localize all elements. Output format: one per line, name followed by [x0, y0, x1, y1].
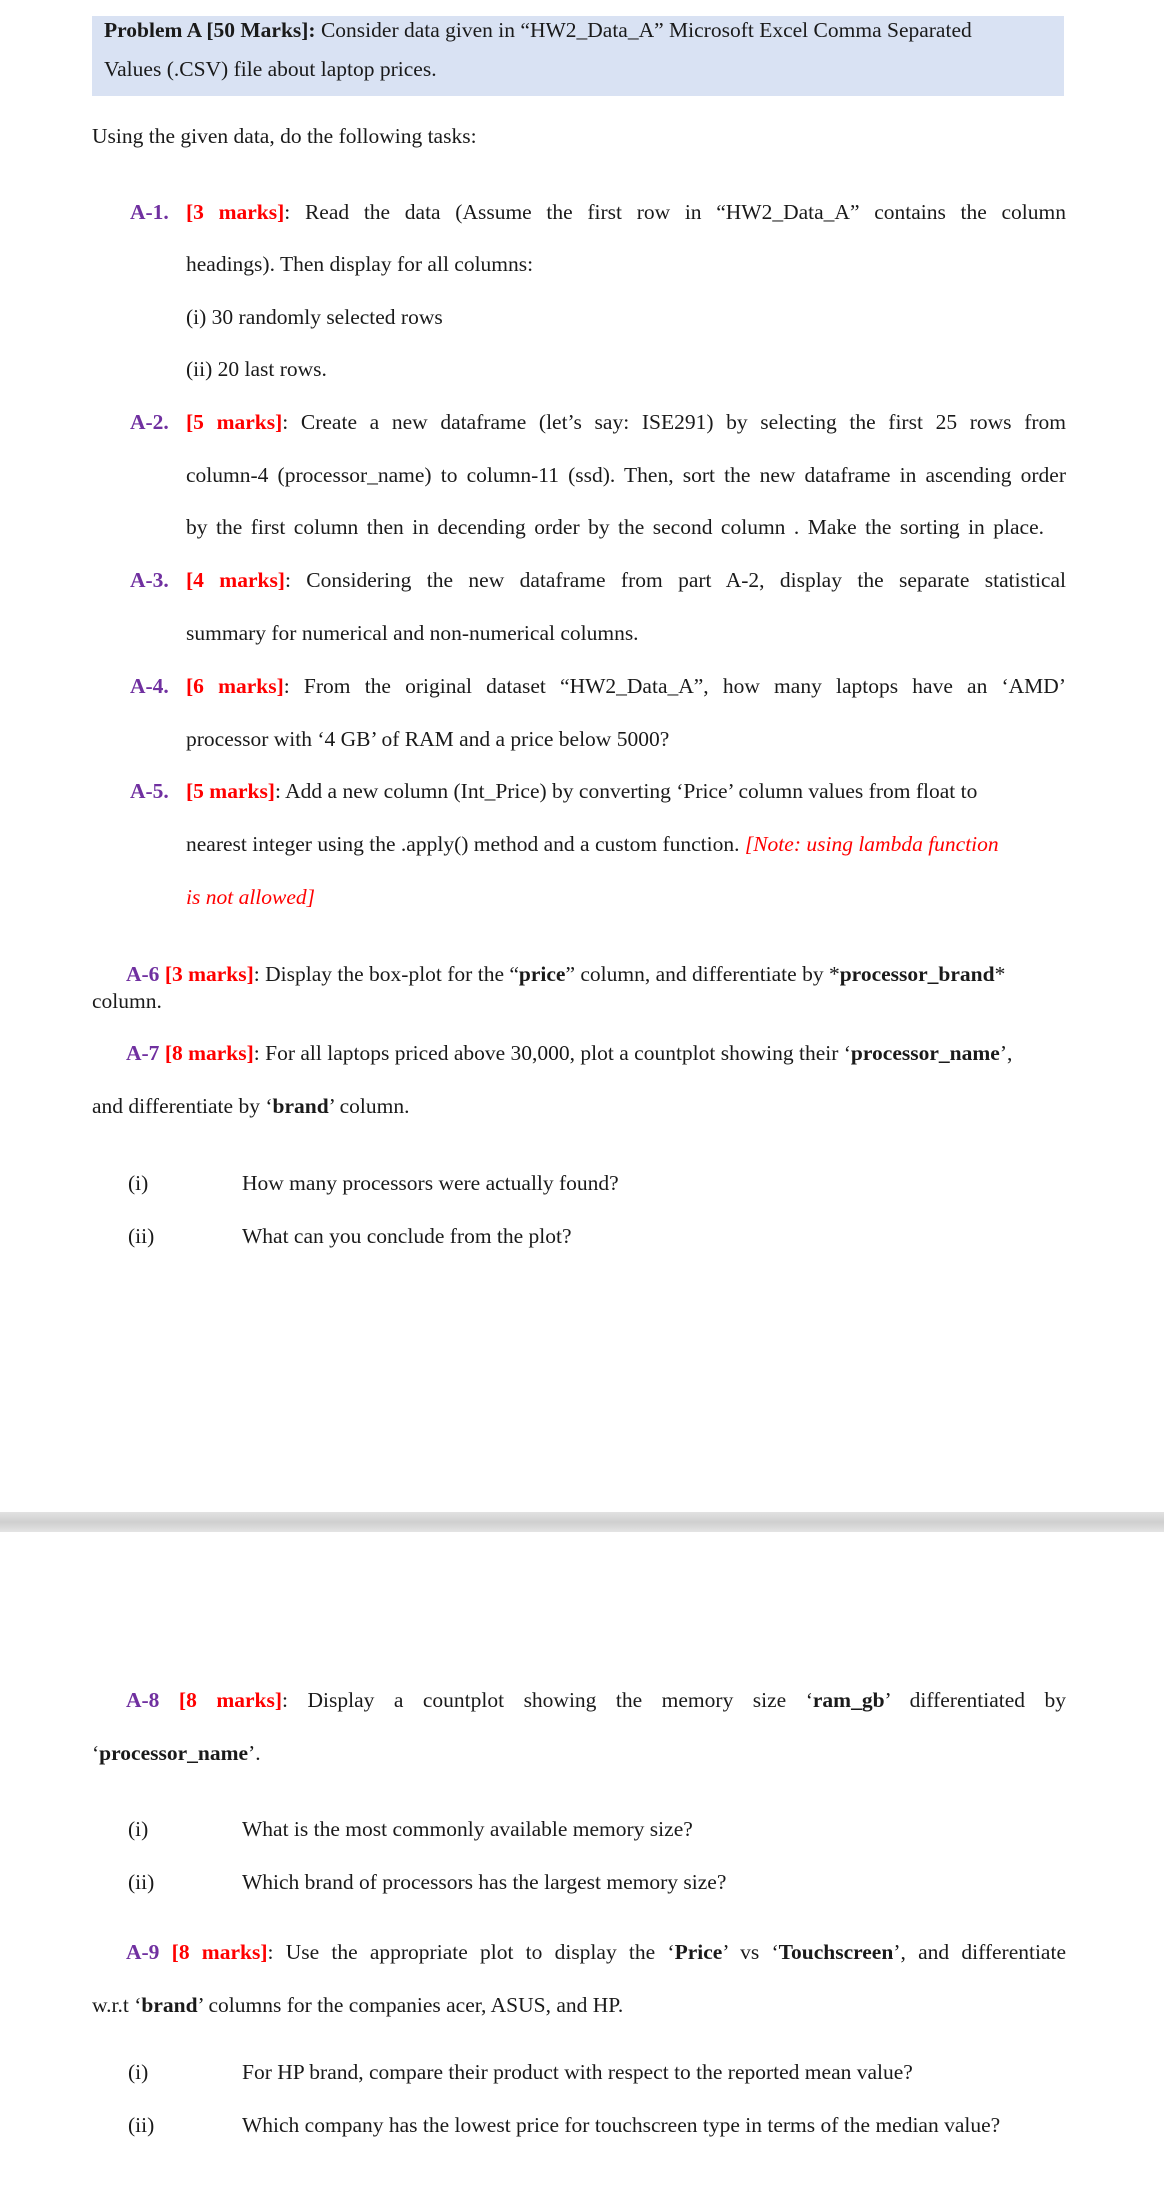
a9-label: A-9	[126, 1940, 160, 1964]
a8-text-4: ’.	[248, 1741, 261, 1765]
a5-marks: [5 marks]	[186, 779, 275, 803]
a4-text-1: : From the original dataset “HW2_Data_A”, how many laptops have an ‘AMD’	[283, 674, 1066, 698]
a3-text-1: : Considering the new dataframe from part A-2, display the separate statistical	[284, 568, 1066, 592]
a7-text-2: ’,	[999, 1041, 1013, 1065]
a2-line-2: column-4 (processor_name) to column-11 (ssd). Then, sort the new dataframe in ascending order	[186, 463, 1066, 487]
a9-ii-text: Which company has the lowest price for touchscreen type in terms of the median value?	[242, 2113, 1001, 2137]
a4-line-2: processor with ‘4 GB’ of RAM and a price below 5000?	[186, 727, 670, 751]
a9-ii-num: (ii)	[128, 2113, 155, 2137]
a9-line-1	[126, 1940, 1066, 1965]
a8-bold-ram-gb: ram_gb	[812, 1688, 885, 1712]
a9-i-num: (i)	[128, 2060, 149, 2084]
a4-marks: [6 marks]	[186, 674, 284, 698]
a7-ii-text: What can you conclude from the plot?	[242, 1224, 572, 1248]
a9-bold-brand: brand	[141, 1993, 198, 2017]
a9-marks: [8 marks]	[171, 1940, 268, 1964]
a7-text-1: : For all laptops priced above 30,000, plot a countplot showing their ‘	[253, 1041, 851, 1065]
a8-i-text: What is the most commonly available memory size?	[242, 1817, 693, 1841]
a5-note-1: [Note: using lambda function	[744, 832, 999, 856]
a7-label: A-7	[126, 1041, 160, 1065]
a2-text-1: : Create a new dataframe (let’s say: ISE291) by selecting the first 25 rows from	[282, 410, 1066, 434]
a3-marks: [4 marks]	[186, 568, 285, 592]
a5-line-2	[186, 832, 999, 857]
a7-text-3: and differentiate by ‘	[92, 1094, 273, 1118]
a7-bold-brand: brand	[272, 1094, 329, 1118]
a9-bold-price: Price	[674, 1940, 723, 1964]
a8-line-1	[126, 1688, 1066, 1713]
a4-label: A-4.	[130, 674, 169, 698]
a7-text-4: ’ column.	[328, 1094, 410, 1118]
a8-text-1: : Display a countplot showing the memory size ‘	[282, 1688, 813, 1712]
a1-label-text: A-1.	[130, 200, 169, 224]
a3-label: A-3.	[130, 568, 169, 592]
a8-ii-text: Which brand of processors has the largest memory size?	[242, 1870, 727, 1894]
a1-item-i: (i) 30 randomly selected rows	[186, 305, 443, 329]
a9-i-text: For HP brand, compare their product with respect to the reported mean value?	[242, 2060, 913, 2084]
a6-label: A-6	[126, 962, 160, 986]
a8-text-2: ’ differentiated by	[884, 1688, 1066, 1712]
a2-line-1	[186, 410, 1066, 435]
a6-line-1	[126, 962, 1005, 987]
problem-intro: Consider data given in “HW2_Data_A” Microsoft Excel Comma Separated	[315, 18, 972, 42]
a3-line-1	[186, 568, 1066, 593]
a5-text-1: : Add a new column (Int_Price) by converting ‘Price’ column values from float to	[274, 779, 978, 803]
a5-line-1	[186, 779, 977, 804]
a5-note-2: is not allowed]	[186, 885, 316, 909]
a1-line-1	[186, 200, 1066, 225]
a8-marks: [8 marks]	[178, 1688, 283, 1712]
a9-text-3: ’, and differentiate	[893, 1940, 1066, 1964]
a7-i-num: (i)	[128, 1171, 149, 1195]
a6-bold-processor-brand: processor_brand	[839, 962, 995, 986]
a7-i-text: How many processors were actually found?	[242, 1171, 619, 1195]
a1-marks: [3 marks]	[186, 200, 285, 224]
a2-marks: [5 marks]	[186, 410, 283, 434]
a3-line-2: summary for numerical and non-numerical columns.	[186, 621, 639, 645]
a7-line-2	[92, 1094, 409, 1119]
a8-text-3: ‘	[92, 1741, 100, 1765]
a2-label: A-2.	[130, 410, 169, 434]
a1-line-2: headings). Then display for all columns:	[186, 252, 534, 276]
a9-text-1: : Use the appropriate plot to display the ‘	[267, 1940, 675, 1964]
a7-marks: [8 marks]	[164, 1041, 254, 1065]
a6-text-3: *	[994, 962, 1006, 986]
a8-label: A-8	[126, 1688, 160, 1712]
a7-bold-processor-name: processor_name	[850, 1041, 1000, 1065]
a6-text-1: : Display the box-plot for the “	[253, 962, 519, 986]
a5-text-2: nearest integer using the .apply() method and a custom function.	[186, 832, 745, 856]
a4-line-1	[186, 674, 1066, 699]
a9-bold-touchscreen: Touchscreen	[778, 1940, 894, 1964]
a8-i-num: (i)	[128, 1817, 149, 1841]
a7-line-1	[126, 1041, 1012, 1066]
a9-text-2: ’ vs ‘	[722, 1940, 779, 1964]
a6-text-2: ” column, and differentiate by *	[565, 962, 840, 986]
a8-bold-processor-name: processor_name	[99, 1741, 249, 1765]
a9-line-2	[92, 1993, 623, 2018]
a1-item-ii: (ii) 20 last rows.	[186, 357, 327, 381]
a9-text-5: ’ columns for the companies acer, ASUS, and HP.	[197, 1993, 624, 2017]
a5-label: A-5.	[130, 779, 169, 803]
a8-ii-num: (ii)	[128, 1870, 155, 1894]
a7-ii-num: (ii)	[128, 1224, 155, 1248]
problem-header-line-2: Values (.CSV) file about laptop prices.	[104, 57, 437, 81]
a6-line-2: column.	[92, 989, 162, 1013]
a8-line-2	[92, 1741, 261, 1766]
a9-text-4: w.r.t ‘	[92, 1993, 142, 2017]
a2-line-3: by the first column then in decending order by the second column . Make the sorting in place.	[186, 515, 1044, 539]
instructions-text: Using the given data, do the following tasks:	[92, 124, 477, 148]
a6-bold-price: price	[518, 962, 566, 986]
a1-text-1: : Read the data (Assume the first row in “HW2_Data_A” contains the column	[284, 200, 1066, 224]
problem-header-line-1	[104, 18, 972, 43]
a6-marks: [3 marks]	[164, 962, 254, 986]
problem-title: Problem A [50 Marks]:	[104, 18, 316, 42]
page-break-divider	[0, 1512, 1164, 1532]
